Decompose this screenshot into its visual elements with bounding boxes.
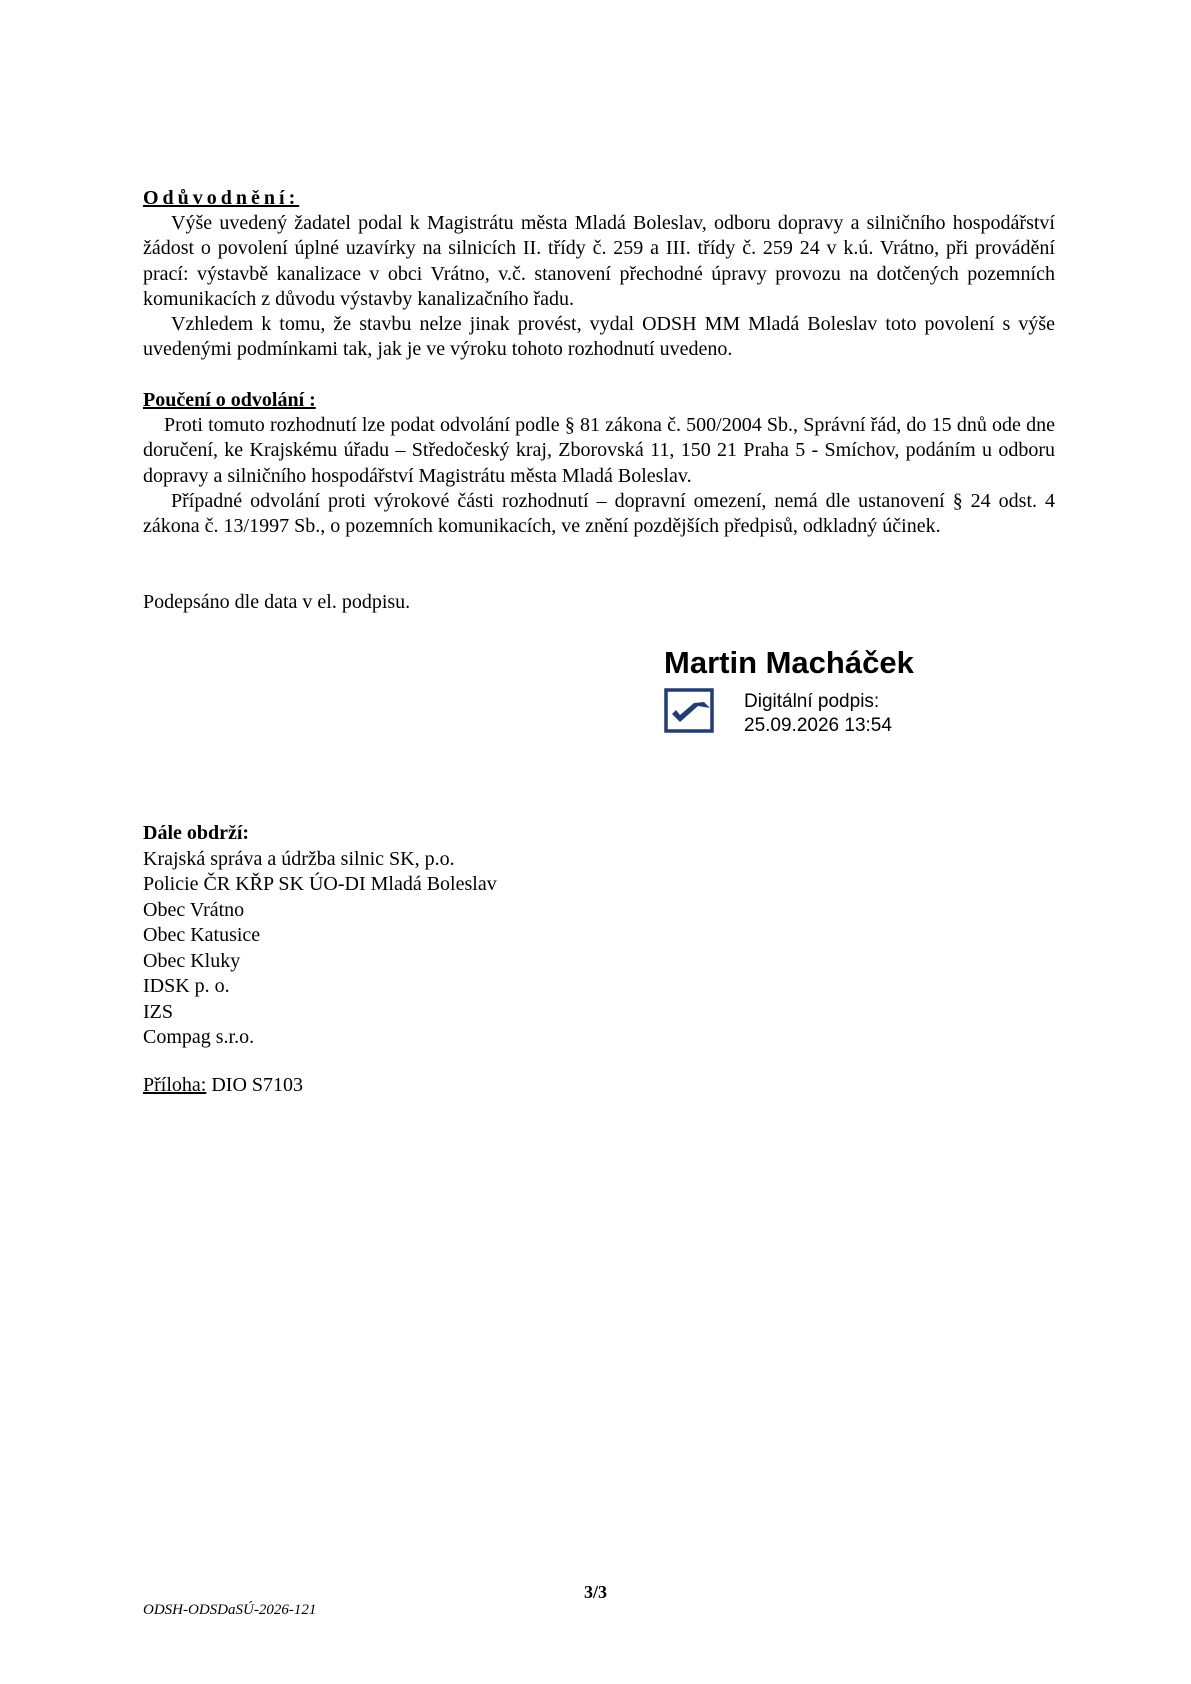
appeal-paragraph: Případné odvolání proti výrokové části rozhodnutí – dopravní omezení, nemá dle ustanovení § 24 odst. 4 zákona č. 13/1997 Sb., o pozemních komunikacích, ve znění pozdějších předpisů, odkladný účinek. — [143, 489, 1055, 538]
justification-paragraph: Vzhledem k tomu, že stavbu nelze jinak provést, vydal ODSH MM Mladá Boleslav toto povolení s výše uvedenými podmínkami tak, jak je ve výroku tohoto rozhodnutí uvedeno. — [143, 313, 1055, 361]
appeal-section — [143, 388, 1055, 539]
justification-paragraph: Výše uvedený žadatel podal k Magistrátu města Mladá Boleslav, odboru dopravy a silničního hospodářství žádost o povolení úplné uzavírky na silnicích II. třídy č. 259 a III. třídy č. 259 24 v k.ú. Vrátno, při provádění prací: výstavbě kanalizace v obci Vrátno, v.č. stanovení přechodné úpravy provozu na dotčených pozemních komunikacích z důvodu výstavby kanalizačního řadu. — [143, 212, 1055, 310]
justification-heading: Odůvodnění: — [143, 187, 300, 209]
signature-label: Digitální podpis: — [744, 691, 880, 712]
recipient-item: Obec Kluky — [143, 949, 241, 972]
signer-name: Martin Macháček — [664, 645, 914, 680]
recipient-item: Krajská správa a údržba silnic SK, p.o. — [143, 847, 455, 870]
appeal-paragraph: Proti tomuto rozhodnutí lze podat odvolání podle § 81 zákona č. 500/2004 Sb., Správní řád, do 15 dnů ode dne doručení, ke Krajskému úřadu – Středočeský kraj, Zborovská 11, 150 21 Praha 5 - Smíchov, podáním u odboru dopravy a silničního hospodářství Magistrátu města Mladá Boleslav. — [143, 414, 1055, 487]
recipient-item: Policie ČR KŘP SK ÚO-DI Mladá Boleslav — [143, 873, 497, 895]
justification-section — [143, 186, 1055, 362]
recipients-list — [143, 821, 497, 1051]
recipient-item: Compag s.r.o. — [143, 1026, 255, 1048]
signature-datetime: 25.09.2026 13:54 — [744, 715, 892, 736]
recipient-item: Obec Katusice — [143, 924, 261, 946]
attachment-line — [143, 1074, 303, 1097]
signature-info — [744, 690, 892, 738]
recipient-item: Obec Vrátno — [143, 898, 245, 921]
appeal-heading: Poučení o odvolání : — [143, 389, 316, 411]
attachment-value: DIO S7103 — [211, 1074, 304, 1096]
recipient-item: IZS — [143, 1000, 173, 1023]
recipients-heading: Dále obdrží: — [143, 822, 250, 844]
page-number: 3/3 — [583, 1582, 607, 1602]
signed-note: Podepsáno dle data v el. podpisu. — [143, 591, 411, 613]
recipient-item: IDSK p. o. — [143, 975, 230, 997]
digital-signature-icon — [664, 688, 714, 733]
attachment-label: Příloha: — [143, 1074, 207, 1096]
document-reference: ODSH-ODSDaSÚ-2026-121 — [143, 1602, 317, 1618]
